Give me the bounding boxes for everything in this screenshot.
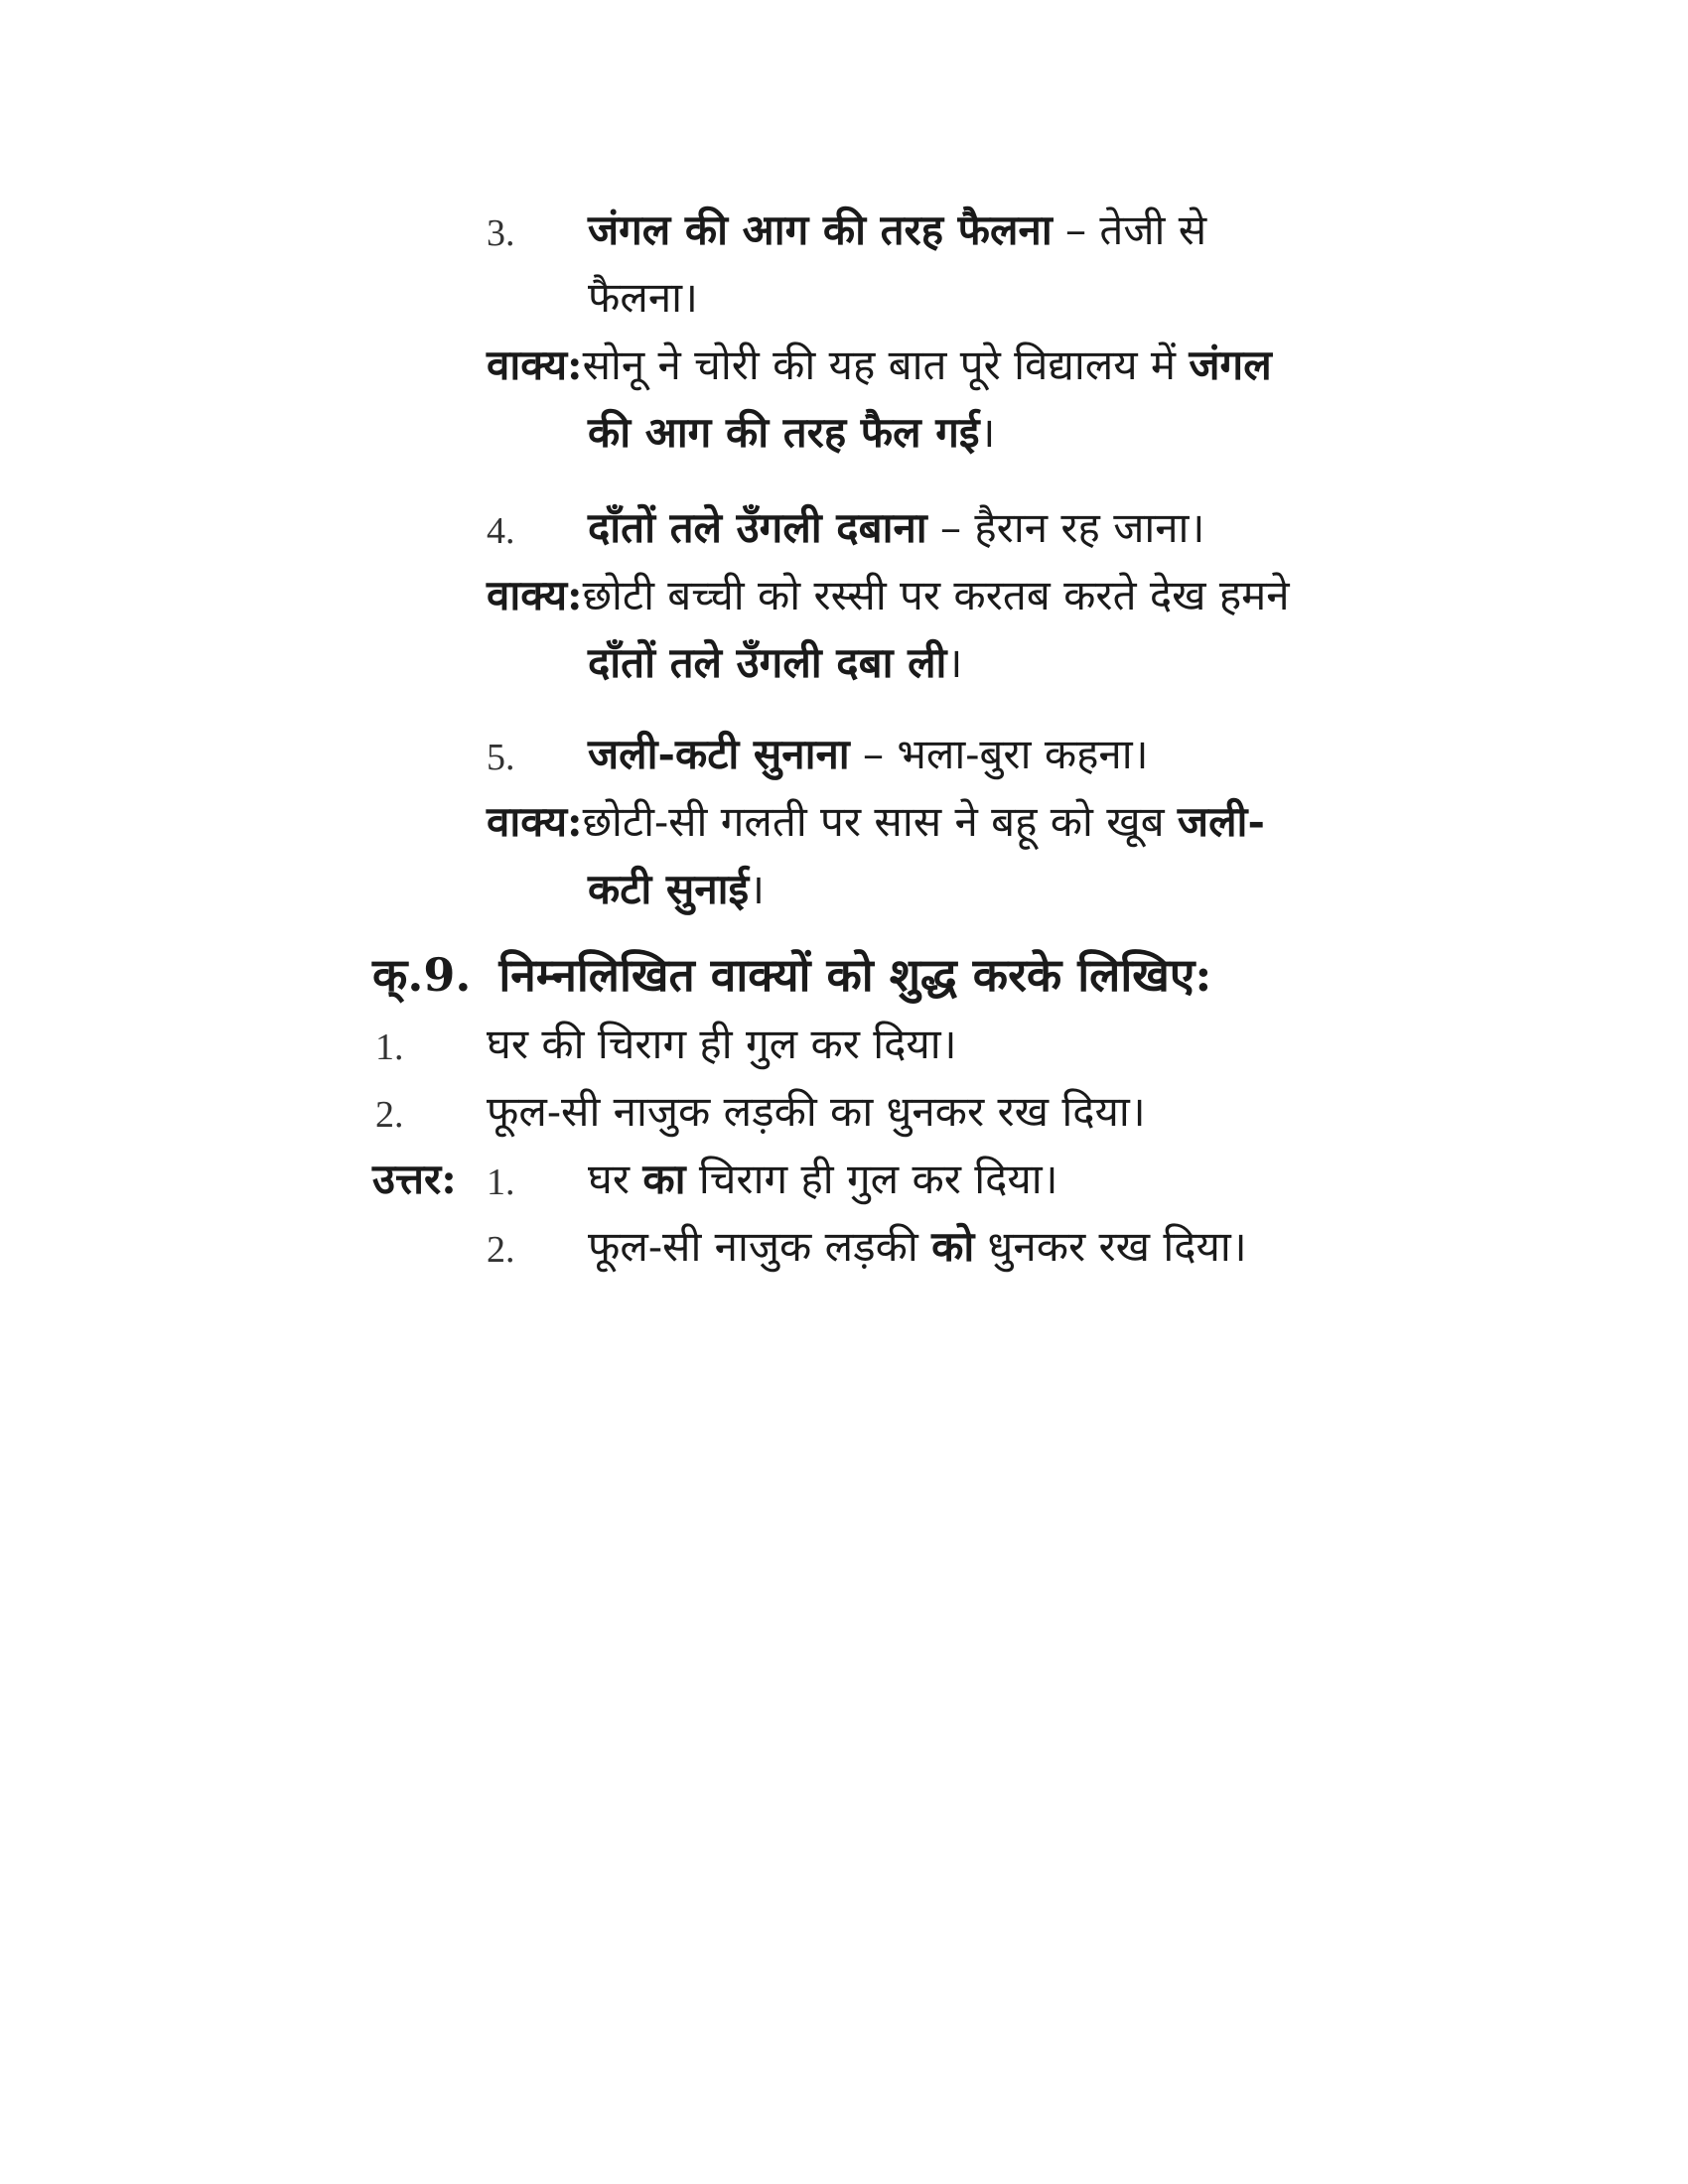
example-idiom-highlight: दाँतों तले उँगली दबा ली (588, 638, 947, 687)
idiom-line (588, 498, 1204, 558)
example-label: वाक्य: (487, 571, 583, 619)
example-sentence-line (588, 633, 962, 693)
example-label: वाक्य: (487, 797, 583, 846)
idiom-phrase: जंगल की आग की तरह फैलना (588, 205, 1053, 254)
answer-line (588, 1150, 1058, 1209)
idiom-number: 4. (487, 510, 515, 552)
idiom-phrase: जली-कटी सुनाना (588, 730, 850, 778)
example-idiom-highlight: की आग की तरह फैल गई (588, 408, 980, 457)
question-item-number: 2. (375, 1094, 404, 1136)
idiom-phrase: दाँतों तले उँगली दबाना (588, 503, 927, 552)
question-number: क्.9. (372, 948, 472, 1002)
example-sentence-line (487, 792, 1265, 852)
question-text: निम्नलिखित वाक्यों को शुद्ध करके लिखिए: (498, 948, 1212, 1002)
idiom-separator: – (849, 730, 898, 778)
example-sentence-line (487, 566, 1290, 625)
answer-line (588, 1217, 1247, 1277)
answer-correction: का (642, 1155, 686, 1203)
idiom-meaning-continued: फैलना। (588, 273, 698, 322)
sentence-end: । (946, 638, 963, 687)
example-label: वाक्य: (487, 341, 583, 389)
example-sentence-line (588, 403, 995, 463)
sentence-end: । (749, 865, 766, 913)
idiom-line (588, 201, 1206, 260)
idiom-meaning: भला-बुरा कहना। (897, 730, 1149, 778)
idiom-meaning: तेजी से (1099, 205, 1207, 254)
example-idiom-highlight: जली- (1177, 797, 1265, 846)
example-idiom-highlight: जंगल (1189, 341, 1272, 389)
answer-number: 2. (487, 1229, 515, 1271)
idiom-number: 3. (487, 212, 515, 254)
answer-number: 1. (487, 1161, 515, 1203)
answer-label: उत्तर: (372, 1155, 457, 1203)
example-sentence: छोटी बच्ची को रस्सी पर करतब करते देख हमने (582, 571, 1290, 619)
example-sentence: छोटी-सी गलती पर सास ने बहू को खूब (582, 797, 1178, 846)
question-item: फूल-सी नाजुक लड़की का धुनकर रख दिया। (487, 1087, 1146, 1136)
question-item: घर की चिराग ही गुल कर दिया। (487, 1020, 957, 1068)
question-heading (372, 945, 1211, 1005)
idiom-number: 5. (487, 737, 515, 778)
example-sentence-line (487, 336, 1272, 395)
idiom-line (588, 725, 1148, 784)
question-item-number: 1. (375, 1026, 404, 1068)
example-sentence: सोनू ने चोरी की यह बात पूरे विद्यालय में (582, 341, 1190, 389)
answer-text: चिराग ही गुल कर दिया। (685, 1155, 1058, 1203)
example-sentence-line (588, 860, 765, 919)
answer-text: घर (588, 1155, 643, 1203)
example-idiom-highlight: कटी सुनाई (588, 865, 750, 913)
answer-text: फूल-सी नाजुक लड़की (588, 1222, 932, 1271)
idiom-meaning: हैरान रह जाना। (974, 503, 1205, 552)
answer-correction: को (931, 1222, 975, 1271)
idiom-separator: – (926, 503, 975, 552)
idiom-separator: – (1052, 205, 1100, 254)
answer-text: धुनकर रख दिया। (974, 1222, 1247, 1271)
sentence-end: । (979, 408, 996, 457)
